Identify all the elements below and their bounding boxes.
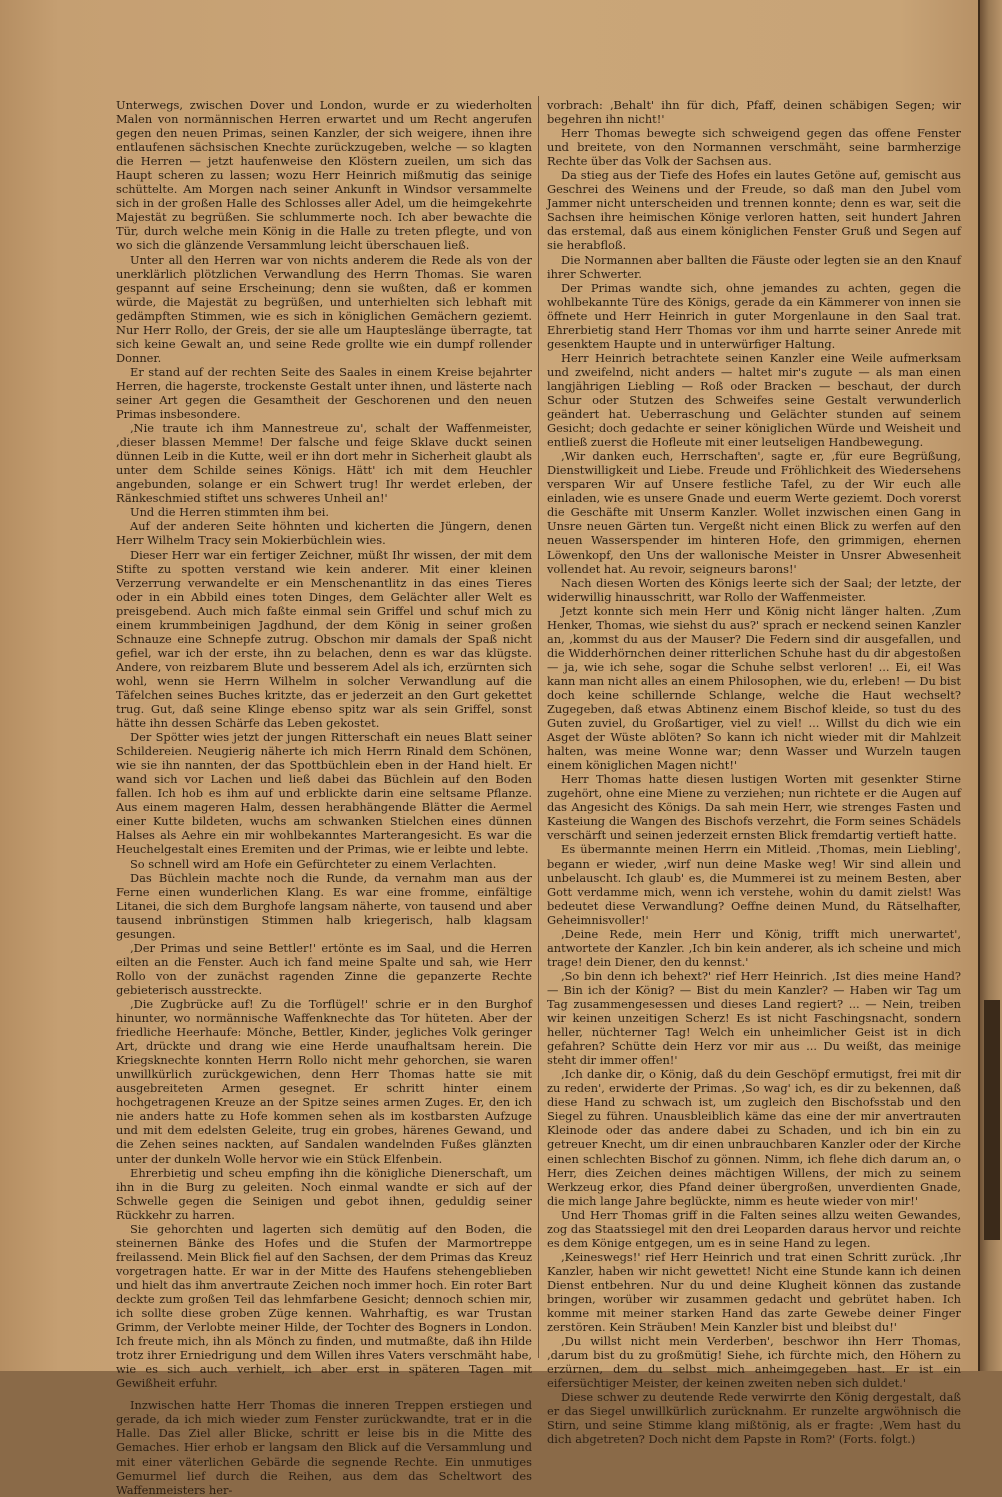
paragraph: Diese schwer zu deutende Rede verwirrte den König dergestalt, daß er das Siegel unwillkürlich zurücknahm. Er runzelte argwöhnisch die Stirn, und seine Stimme klang mißtönig, als er fragte: ‚Wem hast du dich abgetreten? Doch nicht dem Papste in Rom?' (Forts. folgt.) xyxy=(547,1390,961,1447)
paragraph: Auf der anderen Seite höhnten und kicherten die Jüngern, denen Herr Wilhelm Tracy sein Mokierbüchlein wies. xyxy=(116,519,532,548)
paragraph: Die Normannen aber ballten die Fäuste oder legten sie an den Knauf ihrer Schwerter. xyxy=(547,252,961,281)
paragraph: Unterwegs, zwischen Dover und London, wurde er zu wiederholten Malen von normännischen Herren erwartet und um Recht angerufen gegen den neuen Primas, seinen Kanzler, der sich weigere, ihnen ihre entlaufenen sächsischen Knechte zurückzugeben, welche — so klagten die Herren — jetzt haufenweise den Klöstern zueilen, um sich das Haupt scheren zu lassen; wozu Herr Heinrich mißmutig das seinige schüttelte. Am Morgen nach seiner Ankunft in Windsor versammelte sich in der großen Halle des Schlosses aller Adel, um die heimgekehrte Majestät zu begrüßen. Sie schlummerte noch. Ich aber bewachte die Tür, durch welche mein König in die Halle zu treten pflegte, und von wo sich die glänzende Versammlung leicht überschauen ließ. xyxy=(116,98,532,253)
paragraph: Nach diesen Worten des Königs leerte sich der Saal; der letzte, der widerwillig hinausschritt, war Rollo der Waffenmeister. xyxy=(547,575,961,604)
paragraph: Der Spötter wies jetzt der jungen Ritterschaft ein neues Blatt seiner Schildereien. Neugierig näherte ich mich Herrn Rinald dem Schönen, wie sie ihn nannten, der das Spottbüchlein eben in der Hand hielt. Er wand sich vor Lachen und ließ dabei das Büchlein auf den Boden fallen. Ich hob es ihm auf und erblickte darin eine seltsame Pflanze. Aus einem mageren Halm, dessen herabhängende Blätter die Aermel einer Kutte bildeten, wuchs am schwanken Stielchen eines dünnen Halses als Aehre ein mir wohlbekanntes Marterangesicht. Es war die Heuchelgestalt eines Eremiten und der Primas, wie er leibte und lebte. xyxy=(116,730,532,857)
paragraph: Herr Thomas hatte diesen lustigen Worten mit gesenkter Stirne zugehört, ohne eine Miene zu verziehen; nun richtete er die Augen auf das Angesicht des Königs. Da sah mein Herr, wie strenges Fasten und Kasteiung die Wangen des Bischofs verzehrt, die Form seines Schädels verschärft und seinen jederzeit ernsten Blick fremdartig vertieft hatte. xyxy=(547,772,961,843)
paragraph: Dieser Herr war ein fertiger Zeichner, müßt Ihr wissen, der mit dem Stifte zu spotten verstand wie kein anderer. Mit einer kleinen Verzerrung verwandelte er ein Menschenantlitz in das eines Tieres oder in ein Abbild eines toten Dinges, dem Gelächter aller Welt es preisgebend. Auch mich faßte einmal sein Griffel und schuf mich zu einem krummbeinigen Jagdhund, der dem König in seiner großen Schnauze eine Schnepfe zutrug. Obschon mir damals der Spaß nicht gefiel, war ich der erste, ihn zu belachen, denn es war das klügste. Andere, von reizbarem Blute und besserem Adel als ich, erzürnten sich wohl, wenn sie Herrn Wilhelm in solcher Verwandlung auf die Täfelchen seines Buches kritzte, das er jederzeit an den Gurt gekettet trug. Gut, daß seine Klinge ebenso spitz war als sein Griffel, sonst hätte ihn dessen Schärfe das Leben gekostet. xyxy=(116,547,532,731)
paragraph: Der Primas wandte sich, ohne jemandes zu achten, gegen die wohlbekannte Türe des Königs, gerade da ein Kämmerer von innen sie öffnete und Herr Heinrich in guter Morgenlaune in den Saal trat. Ehrerbietig stand Herr Thomas vor ihm und harrte seiner Anrede mit gesenktem Haupte und in unterwürfiger Haltung. xyxy=(547,280,961,351)
paragraph: Herr Heinrich betrachtete seinen Kanzler eine Weile aufmerksam und zweifelnd, nicht anders — haltet mir's zugute — als man einen langjährigen Liebling — Roß oder Bracken — beschaut, der durch Schur oder Stutzen des Schweifes seine Gestalt verwunderlich geändert hat. Ueberraschung und Gelächter stunden auf seinem Gesicht; doch gedachte er seiner königlichen Würde und Weisheit und entließ zuerst die Hofleute mit einer leutseligen Handbewegung. xyxy=(547,350,961,450)
paragraph: vorbrach: ‚Behalt' ihn für dich, Pfaff, deinen schäbigen Segen; wir begehren ihn nicht!' xyxy=(547,98,961,127)
paragraph: Und Herr Thomas griff in die Falten seines allzu weiten Gewandes, zog das Staatssiegel mit den drei Leoparden daraus hervor und reichte es dem Könige entgegen, um es in seine Hand zu legen. xyxy=(547,1207,961,1250)
paragraph: Da stieg aus der Tiefe des Hofes ein lautes Getöne auf, gemischt aus Geschrei des Weinens und der Freude, so daß man den Jubel vom Jammer nicht unterscheiden und trennen konnte; denn es war, seit die Sachsen ihre heimischen Könige verloren hatten, seit hundert Jahren das erstemal, daß aus einem königlichen Fenster Gruß und Segen auf sie herabfloß. xyxy=(547,168,961,253)
paragraph: Sie gehorchten und lagerten sich demütig auf den Boden, die steinernen Bänke des Hofes und die Stufen der Marmortreppe freilassend. Mein Blick fiel auf den Sachsen, der dem Primas das Kreuz vorgetragen hatte. Er war in der Mitte des Haufens stehengeblieben und hielt das ihm anvertraute Zeichen noch immer hoch. Ein roter Bart deckte zum großen Teil das lehmfarbene Gesicht; dennoch schien mir, ich sollte diese groben Züge kennen. Wahrhaftig, es war Trustan Grimm, der Verlobte meiner Hilde, der Tochter des Bogners in London. Ich freute mich, ihn als Mönch zu finden, und mutmaßte, daß ihn Hilde trotz ihrer Erniedrigung und dem Willen ihres Vaters verschmäht habe, wie es sich auch verhielt, ich aber erst in späteren Tagen mit Gewißheit erfuhr. xyxy=(116,1221,532,1391)
paragraph: ‚Nie traute ich ihm Mannestreue zu', schalt der Waffenmeister, ‚dieser blassen Memme! Der falsche und feige Sklave duckt seinen dünnen Leib in die Kutte, weil er ihn dort mehr in Sicherheit glaubt als unter dem Schilde seines Königs. Hätt' ich mit dem Heuchler angebunden, solange er ein Schwert trug! Ihr werdet erleben, der Ränkeschmied stiftet uns schweres Unheil an!' xyxy=(116,421,532,506)
binding-strip xyxy=(984,1000,1000,1240)
paragraph: ‚Die Zugbrücke auf! Zu die Torflügel!' schrie er in den Burghof hinunter, wo normännische Waffenknechte das Tor hüteten. Aber der friedliche Heerhaufe: Mönche, Bettler, Kinder, jegliches Volk geringer Art, drückte und drang wie eine Herde unaufhaltsam herein. Die Kriegsknechte konnten Herrn Rollo nicht mehr gehorchen, sie waren unwillkürlich zurückgewichen, denn Herr Thomas hatte sie mit ausgebreiteten Armen gesegnet. Er schritt hinter einem hochgetragenen Kreuze an der Spitze seines armen Zuges. Er, den ich nie anders hatte zu Hofe kommen sehen als im kostbarsten Aufzuge und mit dem edelsten Geleite, trug ein grobes, härenes Gewand, und die Zehen seines nackten, auf Sandalen wandelnden Fußes glänzten unter der dunkeln Wolle hervor wie ein Stück Elfenbein. xyxy=(116,997,532,1166)
paragraph: ‚Keineswegs!' rief Herr Heinrich und trat einen Schritt zurück. ‚Ihr Kanzler, haben wir nicht gewettet! Nicht eine Stunde kann ich deinen Dienst entbehren. Nur du und deine Klugheit können das zustande bringen, worüber wir zusammen gedacht und gebrütet haben. Ich komme mit meiner starken Hand das zarte Gewebe deiner Finger zerstören. Kein Sträuben! Mein Kanzler bist und bleibst du!' xyxy=(547,1249,961,1335)
right-column xyxy=(547,98,961,1447)
paragraph: ‚Deine Rede, mein Herr und König, trifft mich unerwartet', antwortete der Kanzler. ‚Ich bin kein anderer, als ich scheine und mich trage! dein Diener, den du kennst.' xyxy=(547,926,961,969)
column-divider xyxy=(538,96,539,1358)
left-column xyxy=(116,98,532,1497)
paragraph: Inzwischen hatte Herr Thomas die inneren Treppen erstiegen und gerade, da ich mich wieder zum Fenster zurückwandte, trat er in die Halle. Das Ziel aller Blicke, schritt er leise bis in die Mitte des Gemaches. Hier erhob er langsam den Blick auf die Versammlung und mit einer väterlichen Gebärde die segnende Rechte. Ein unmutiges Gemurmel lief durch die Reihen, aus dem das Scheltwort des Waffenmeisters her- xyxy=(116,1398,532,1497)
paragraph: ‚Du willst nicht mein Verderben', beschwor ihn Herr Thomas, ‚darum bist du zu großmütig! Siehe, ich fürchte mich, den Höhern zu erzürnen, dem du selbst mich anheimgegeben hast. Er ist ein eifersüchtiger Meister, der keinen zweiten neben sich duldet.' xyxy=(547,1334,961,1391)
paragraph: ‚Der Primas und seine Bettler!' ertönte es im Saal, und die Herren eilten an die Fenster. Auch ich fand meine Spalte und sah, wie Herr Rollo von der zunächst ragenden Zinne die gepanzerte Rechte gebieterisch ausstreckte. xyxy=(116,940,532,997)
paragraph: ‚Wir danken euch, Herrschaften', sagte er, ‚für eure Begrüßung, Dienstwilligkeit und Liebe. Freude und Fröhlichkeit des Wiedersehens versparen Wir auf Unsere festliche Tafel, zu der Wir euch alle einladen, wie es unsere Gnade und euerm Werte geziemt. Doch vorerst die Geschäfte mit Unserm Kanzler. Wollet inzwischen einen Gang in Unsre neuen Gärten tun. Vergeßt nicht einen Blick zu werfen auf den neuen Wasserspender im hinteren Hofe, den grimmigen, ehernen Löwenkopf, den Uns der wallonische Meister in Unsrer Abwesenheit vollendet hat. Au revoir, seigneurs barons!' xyxy=(547,449,961,576)
paragraph: Unter all den Herren war von nichts anderem die Rede als von der unerklärlich plötzlichen Verwandlung des Herrn Thomas. Sie waren gespannt auf seine Erscheinung; denn sie wußten, daß er kommen würde, die Majestät zu begrüßen, und unterhielten sich lebhaft mit gedämpften Stimmen, wie es sich in königlichen Gemächern geziemt. Nur Herr Rollo, der Greis, der sie alle um Hauptеslänge überragte, tat sich keine Gewalt an, und seine Rede grollte wie ein dumpf rollender Donner. xyxy=(116,252,532,365)
paragraph: Herr Thomas bewegte sich schweigend gegen das offene Fenster und breitete, von den Normannen verschmäht, seine barmherzige Rechte über das Volk der Sachsen aus. xyxy=(547,126,961,169)
paragraph: Das Büchlein machte noch die Runde, da vernahm man aus der Ferne einen wunderlichen Klang. Es war eine fromme, einfältige Litanei, die sich dem Burghofe langsam näherte, von tausend und aber tausend inbrünstigen Stimmen halb kriegerisch, halb klagsam gesungen. xyxy=(116,870,532,941)
paragraph: ‚So bin denn ich behext?' rief Herr Heinrich. ‚Ist dies meine Hand? — Bin ich der König? — Bist du mein Kanzler? — Haben wir Tag um Tag zusammengesessen und dieses Land regiert? ... — Nein, treiben wir keinen unzeitigen Scherz! Es ist nicht Faschingsnacht, sondern heller, nüchterner Tag! Welch ein unheimlicher Geist ist in dich gefahren? Schütte dein Herz vor mir aus ... Du weißt, das meinige steht dir immer offen!' xyxy=(547,968,961,1068)
paragraph: So schnell wird am Hofe ein Gefürchteter zu einem Verlachten. xyxy=(130,856,497,871)
paragraph: Ehrerbietig und scheu empfing ihn die königliche Dienerschaft, um ihn in die Burg zu geleiten. Noch einmal wandte er sich auf der Schwelle gegen die Seinigen und gebot ihnen, geduldig seiner Rückkehr zu harren. xyxy=(116,1165,532,1222)
paragraph: Jetzt konnte sich mein Herr und König nicht länger halten. ‚Zum Henker, Thomas, wie siehst du aus?' sprach er neckend seinen Kanzler an, ‚kommst du aus der Mauser? Die Federn sind dir ausgefallen, und die Widderhörnchen deiner ritterlichen Schuhe hast du dir abgestoßen — ja, wie ich sehe, sogar die Schuhe selbst verloren! ... Ei, ei! Was kann man nicht alles an einem Philosophen, wie du, erleben! — Du bist doch keine schillernde Schlange, welche die Haut wechselt? Zugegeben, daß etwas Abtinenz einem Bischof kleide, so tust du des Guten zuviel, du Großartiger, viel zu viel! ... Willst du dich wie ein Asget der Wüste ablöten? So kann ich nicht wieder mit dir Mahlzeit halten, was meine Wonne war; denn Wasser und Wurzeln taugen einem königlichen Magen nicht!' xyxy=(547,603,961,773)
paragraph: ‚Ich danke dir, o König, daß du dein Geschöpf ermutigst, frei mit dir zu reden', erwiderte der Primas. ‚So wag' ich, es dir zu bekennen, daß diese Hand zu schwach ist, um zugleich den Bischofsstab und den Siegel zu führen. Unausbleiblich käme das eine der mir anvertrauten Kleinode oder das andere dabei zu Schaden, und ich bin ein zu getreuer Knecht, um dir einen unbrauchbaren Kanzler oder der Kirche einen schlechten Bischof zu gönnen. Nimm, ich flehe dich darum an, o Herr, dies Zeichen deines mächtigen Willens, der mich zu seinem Werkzeug erkor, dies Pfand deiner übergroßen, unverdienten Gnade, die mich lange Jahre beglückte, nimm es heute wieder von mir!' xyxy=(547,1067,961,1208)
paragraph: Und die Herren stimmten ihm bei. xyxy=(130,505,330,520)
paragraph: Es übermannte meinen Herrn ein Mitleid. ‚Thomas, mein Liebling', begann er wieder, ‚wirf nun deine Maske weg! Wir sind allein und unbelauscht. Ich glaub' es, die Mummerei ist zu meinem Besten, aber Gott verdamme mich, wenn ich verstehe, wohin du damit zielst! Was bedeutet diese Verwandlung? Oeffne deinen Mund, du Rätselhafter, Geheimnisvoller!' xyxy=(547,842,961,927)
paragraph: Er stand auf der rechten Seite des Saales in einem Kreise bejahrter Herren, die hagerste, trockenste Gestalt unter ihnen, und lästerte nach seiner Art gegen die Gesamtheit der Geschorenen und den neuen Primas insbesondere. xyxy=(116,364,532,422)
